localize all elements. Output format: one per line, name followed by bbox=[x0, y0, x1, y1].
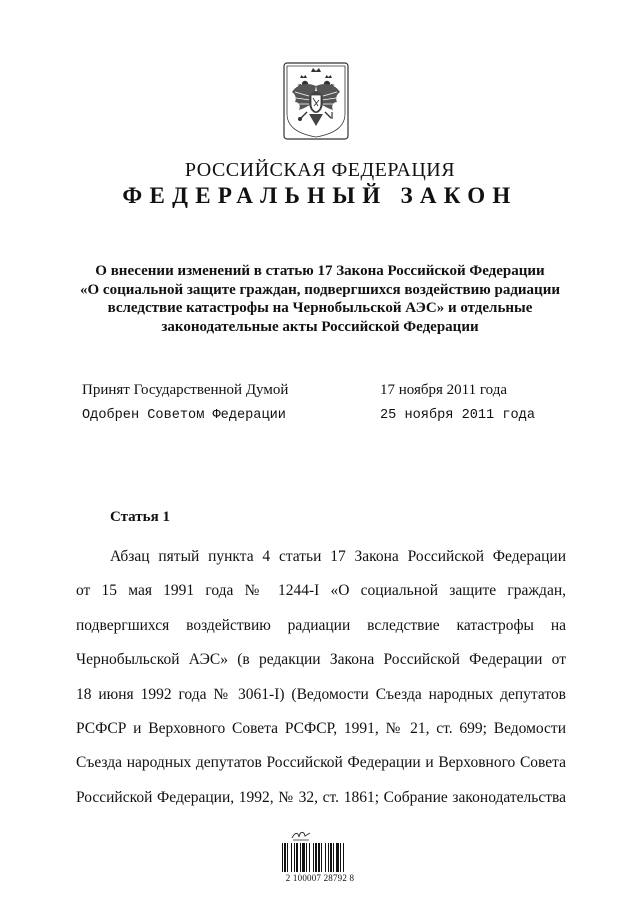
barcode-number: 2 100007 28792 8 bbox=[285, 873, 355, 883]
country-heading: РОССИЙСКАЯ ФЕДЕРАЦИЯ bbox=[184, 159, 456, 181]
barcode-image bbox=[281, 843, 367, 872]
article-text-line: Абзац пятый пункта 4 статьи 17 Закона Российской Федерации bbox=[110, 548, 566, 565]
duma-adoption-label: Принят Государственной Думой bbox=[82, 382, 289, 398]
article-text-line: 18 июня 1992 года № 3061-I) (Ведомости Съезда народных депутатов bbox=[76, 685, 566, 703]
coat-of-arms-emblem bbox=[283, 62, 349, 140]
duma-adoption-date: 17 ноября 2011 года bbox=[380, 382, 508, 398]
article-text-line: подвергшихся воздействию радиации вследствие катастрофы на bbox=[76, 616, 566, 634]
law-title-line: законодательные акты Российской Федерации bbox=[161, 318, 479, 335]
registration-mark-icon bbox=[290, 828, 312, 842]
article-text-line: Съезда народных депутатов Российской Федерации и Верховного Совета bbox=[76, 754, 566, 772]
law-title-line: вследствие катастрофы на Чернобыльской АЭС» и отдельные bbox=[107, 300, 533, 316]
article-heading: Статья 1 bbox=[110, 509, 170, 525]
article-text-line: РСФСР и Верховного Совета РСФСР, 1991, № 21, ст. 699; Ведомости bbox=[76, 720, 566, 738]
law-title-line: О внесении изменений в статью 17 Закона Российской Федерации bbox=[95, 263, 545, 279]
law-title-line: «О социальной защите граждан, подвергшихся воздействию радиации bbox=[80, 281, 560, 298]
document-type-heading: ФЕДЕРАЛЬНЫЙ ЗАКОН bbox=[122, 183, 518, 208]
council-approval-date: 25 ноября 2011 года bbox=[380, 408, 535, 423]
council-approval-label: Одобрен Советом Федерации bbox=[82, 408, 286, 423]
article-text-line: Чернобыльской АЭС» (в редакции Закона Российской Федерации от bbox=[76, 651, 566, 669]
article-body bbox=[76, 540, 566, 815]
law-title bbox=[76, 262, 564, 336]
article-text-line: от 15 мая 1991 года № 1244-I «О социальной защите граждан, bbox=[76, 582, 566, 600]
article-text-line: Российской Федерации, 1992, № 32, ст. 1861; Собрание законодательства bbox=[76, 788, 566, 806]
